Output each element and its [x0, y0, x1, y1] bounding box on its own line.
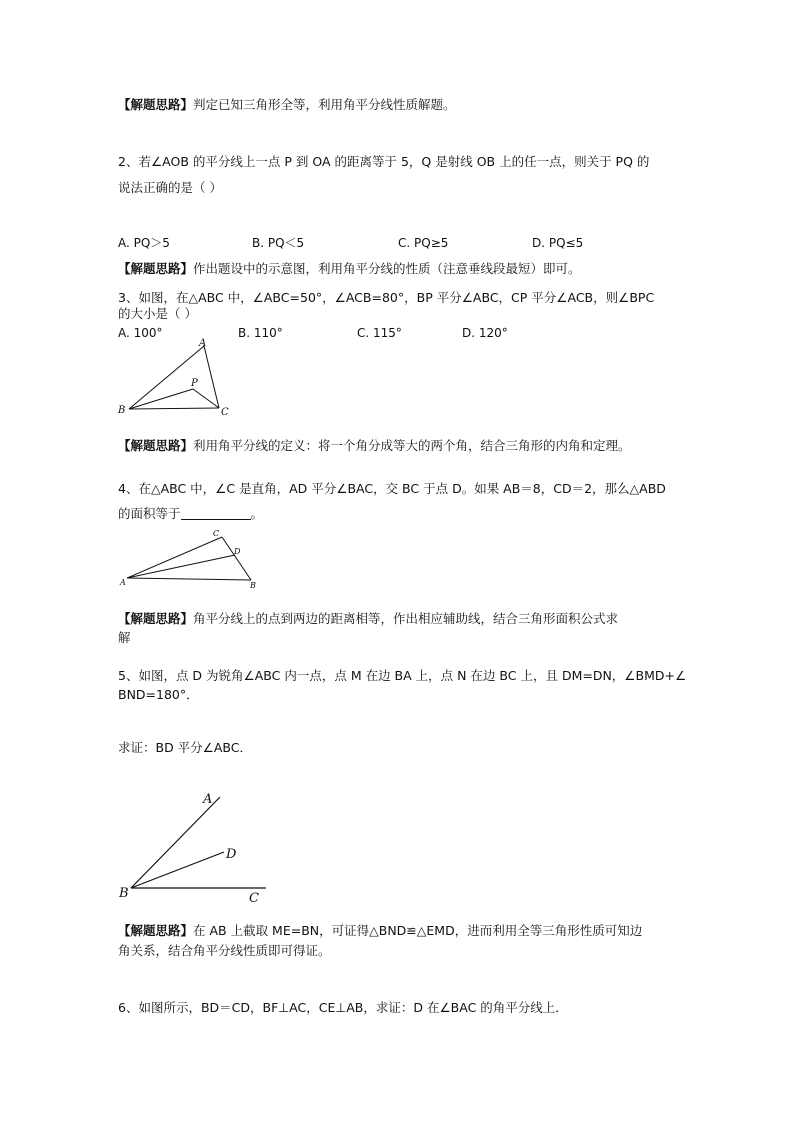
q3-option-b: B. 110°: [238, 326, 283, 340]
q2-option-c: C. PQ≥5: [398, 236, 449, 250]
q2-option-d: D. PQ≤5: [532, 236, 584, 250]
q5-ray-bd: [131, 852, 224, 888]
q3-label-p: P: [191, 378, 198, 389]
q5-stem-line2: BND=180°．: [118, 687, 199, 702]
tip-label: 【解题思路】: [118, 923, 194, 938]
q2-tip-text: 作出题设中的示意图，利用角平分线的性质（注意垂线段最短）即可。: [193, 261, 581, 276]
q4-stem-line2-pre: 的面积等于: [118, 506, 181, 521]
q3-option-a: A. 100°: [118, 326, 163, 340]
q5-label-b: B: [119, 886, 129, 901]
q3-option-c: C. 115°: [357, 326, 402, 340]
tip-label: 【解题思路】: [118, 438, 194, 453]
q2-stem-line2: 说法正确的是（ ）: [118, 180, 222, 195]
q2-option-a: A. PQ＞5: [118, 236, 170, 250]
tip-label: 【解题思路】: [118, 261, 194, 276]
q3-label-b: B: [118, 405, 126, 416]
q5-stem-line1: 5、如图，点 D 为锐角∠ABC 内一点，点 M 在边 BA 上，点 N 在边 BC 上，且 DM=DN，∠BMD+∠: [118, 668, 687, 683]
q4-stem-line1: 4、在△ABC 中，∠C 是直角，AD 平分∠BAC，交 BC 于点 D。如果 AB＝8，CD＝2，那么△ABD: [118, 481, 666, 496]
q3-tip-text: 利用角平分线的定义：将一个角分成等大的两个角，结合三角形的内角和定理。: [193, 438, 631, 453]
q5-label-d: D: [226, 847, 237, 862]
q3-stem-line1: 3、如图，在△ABC 中，∠ABC=50°，∠ACB=80°，BP 平分∠ABC，CP 平分∠ACB，则∠BPC: [118, 290, 655, 305]
q6-stem-line1: 6、如图所示，BD＝CD，BF⊥AC，CE⊥AB，求证：D 在∠BAC 的角平分线上．: [118, 1000, 568, 1015]
q3-label-c: C: [221, 407, 229, 418]
tip-label: 【解题思路】: [118, 611, 194, 626]
q2-stem-line1: 2、若∠AOB 的平分线上一点 P 到 OA 的距离等于 5，Q 是射线 OB 上的任一点，则关于 PQ 的: [118, 154, 650, 169]
q4-tip-text1: 角平分线上的点到两边的距离相等，作出相应辅助线，结合三角形面积公式求: [193, 611, 619, 626]
q3-stem-line2: 的大小是（ ）: [118, 306, 197, 321]
q3-label-a: A: [199, 338, 207, 349]
q4-stem-line2-post: 。: [250, 506, 264, 521]
q4-label-b: B: [250, 581, 256, 590]
q4-label-a: A: [120, 578, 126, 587]
q1-tip-text: 判定已知三角形全等，利用角平分线性质解题。: [193, 97, 456, 112]
q5-tip-text1: 在 AB 上截取 ME=BN，可证得△BND≌△EMD，进而利用全等三角形性质可知边: [193, 923, 643, 938]
q5-label-a: A: [203, 792, 213, 807]
q5-ray-ba: [131, 797, 220, 888]
q2-option-b: B. PQ＜5: [252, 236, 305, 250]
q4-tip-line2: 解: [118, 630, 131, 645]
tip-label: 【解题思路】: [118, 97, 194, 112]
q5-prove-line: 求证：BD 平分∠ABC．: [118, 740, 253, 755]
q3-option-d: D. 120°: [462, 326, 508, 340]
q5-tip-line2: 角关系，结合角平分线性质即可得证。: [118, 943, 331, 958]
q5-tip-line1: [118, 923, 642, 939]
q4-label-c: C: [213, 529, 220, 538]
q4-label-d: D: [234, 547, 241, 556]
q5-label-c: C: [249, 891, 259, 906]
